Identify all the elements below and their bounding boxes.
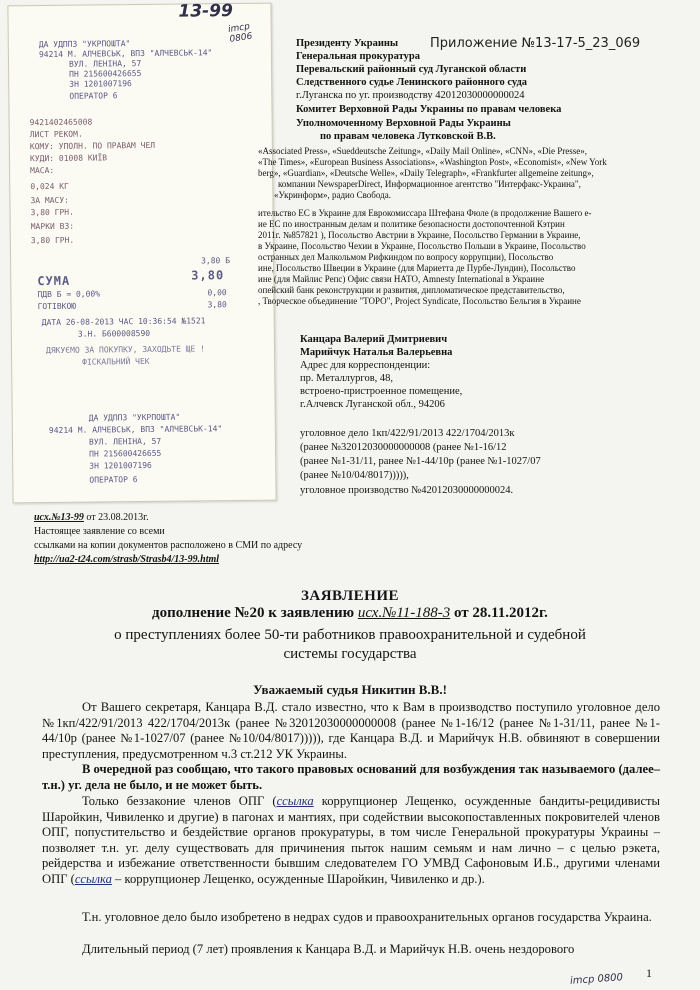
addressee-line: Генеральная прокуратура bbox=[296, 51, 420, 62]
appendix-label: Приложение №13-17-5_23_069 bbox=[430, 36, 641, 51]
receipt-footer-line: ПН 215600426655 bbox=[89, 448, 162, 459]
receipt-footer-line: ОПЕРАТОР 6 bbox=[89, 475, 138, 485]
receipt-footer-line: 94214 М. АЛЧЕВСЬК, ВПЗ "АЛЧЕВСЬК-14" bbox=[48, 424, 223, 435]
receipt-line: 9421402465008 bbox=[29, 117, 93, 128]
body-paragraph: Т.н. уголовное дело было изобретено в недрах судов и правоохранительных органов государства Украина. bbox=[82, 910, 652, 924]
media-line: опейский банк реконструкции и развития, дипломатическое представительство, bbox=[258, 285, 565, 295]
case-line: (ранее №32012030000000008 (ранее №1-16/12 bbox=[300, 442, 507, 453]
receipt-sum-label: СУМА bbox=[37, 273, 71, 289]
addressee-line: Уполномоченному Верховной Рады Украины bbox=[296, 118, 511, 129]
addressee-line: Президенту Украины bbox=[296, 38, 399, 49]
receipt-footer-line: ЗН 1201007196 bbox=[89, 460, 152, 471]
reference-link[interactable]: ссылка bbox=[74, 871, 112, 886]
subtitle-ref-link[interactable]: исх.№11-188-3 bbox=[357, 605, 451, 621]
body-paragraph: Длительный период (7 лет) проявления к Канцара В.Д. и Марийчук Н.В. очень нездорового bbox=[82, 942, 575, 956]
receipt-line: КОМУ: УПОЛН. ПО ПРАВАМ ЧЕЛ bbox=[29, 140, 156, 152]
publication-url bbox=[34, 554, 219, 566]
sender-name: Канцара Валерий Дмитриевич bbox=[300, 334, 448, 345]
receipt-line: ЗА МАСУ: bbox=[30, 195, 70, 206]
note-line: ссылками на копии документов расположено в СМИ по адресу bbox=[34, 540, 303, 551]
media-line: «Укринформ», радио Свобода. bbox=[274, 190, 391, 200]
document-subject: о преступлениях более 50-ти работников правоохранительной и судебной bbox=[114, 627, 586, 643]
receipt-thanks: ДЯКУЄМО ЗА ПОКУПКУ, ЗАХОДЬТЕ ЩЕ ! bbox=[45, 344, 206, 356]
media-line: ие ЕС по иностранным делам и политике безопасности достопочтенной Кэтрин bbox=[258, 219, 565, 229]
addressee-line: Следственного судье Ленинского районного суда bbox=[296, 77, 528, 88]
body-text: – коррупционер Лещенко, осужденные Шаройкин, Чивиленко и др.). bbox=[111, 871, 485, 886]
case-line: уголовное дело 1кп/422/91/2013 422/1704/2013к bbox=[300, 428, 515, 439]
receipt-line: МАСА: bbox=[30, 165, 55, 176]
addressee-line: по правам человека Лутковской В.В. bbox=[320, 131, 496, 142]
receipt-stamp: imcp 0806 bbox=[227, 21, 254, 45]
receipt-line: ВУЛ. ЛЕНІНА, 57 bbox=[68, 58, 142, 69]
receipt-sum-value: 3,80 bbox=[191, 268, 225, 283]
outgoing-ref-date: от 23.08.2013г. bbox=[83, 512, 149, 523]
outgoing-ref-link[interactable]: исх.№13-99 bbox=[34, 512, 84, 523]
greeting: Уважаемый судья Никитин В.В.! bbox=[253, 682, 447, 697]
receipt-line: КУДИ: 01008 КИЇВ bbox=[29, 153, 108, 164]
body-text: коррупционер Лещенко, осужденные бандиты-рецидивисты Шаройкин, Чивиленко и другие) в пагонах и мантиях, при содействии высокопоставленных покровителей членов ОПГ, попустительство и бездействие органов прокуратуры, в том числе Генеральной прокуратуры Украины –позволяет т.н. уг. делу существовать для причинения пыток нашим семьям и нам лично – с целью рэкета, рейдерства и избежание ответственности бывшим следователем ГО УМВД Сафоновым И.Б., другими членами ОПГ ( bbox=[42, 794, 660, 886]
footer-stamp: imcp 0800 bbox=[569, 972, 624, 987]
postal-receipt bbox=[7, 3, 276, 504]
receipt-line: ПН 215600426655 bbox=[69, 68, 142, 79]
media-line: «Associated Press», «Sueddeutsche Zeitung», «Daily Mail Online», «CNN», «Die Presse», bbox=[258, 146, 587, 156]
handwritten-number: 13-99 bbox=[178, 1, 233, 22]
sender-address-line: г.Алчевск Луганской обл., 94206 bbox=[300, 399, 445, 410]
receipt-amount: 3,80 Б bbox=[201, 256, 231, 266]
receipt-line: 94214 М. АЛЧЕВСЬК, ВПЗ "АЛЧЕВСЬК-14" bbox=[38, 48, 213, 60]
media-line: компании NewspaperDirect, Информационное агентство "Интерфакс-Украина", bbox=[278, 179, 581, 189]
case-line: (ранее №10/04/8017))))), bbox=[300, 470, 409, 481]
receipt-footer-line: ДА УДППЗ "УКРПОШТА" bbox=[88, 412, 181, 423]
media-line: в Украине, Посольство Чехии в Украине, Посольство Польши в Украине, Посольство bbox=[258, 241, 586, 251]
media-line: 2011г. №857821 ), Посольство Австрии в Украине, Посольство Германии в Украине, bbox=[258, 230, 581, 240]
media-line: «The Times», «European Business Associations», «Washington Post», «Economist», «New York bbox=[258, 157, 607, 167]
sender-name: Марийчук Наталья Валерьевна bbox=[300, 347, 453, 358]
receipt-date: ДАТА 26-08-2013 ЧАС 10:36:54 №1521 bbox=[41, 316, 206, 328]
case-line: (ранее №1-31/11, ранее №1-44/10р (ранее №1-1027/07 bbox=[300, 456, 541, 467]
publication-url-link[interactable]: http://ua2-t24.com/strasb/Strasb4/13-99.html bbox=[34, 554, 220, 565]
receipt-fiscal: ФІСКАЛЬНИЙ ЧЕК bbox=[82, 356, 150, 367]
sender-address-line: встроено-пристроенное помещение, bbox=[300, 386, 463, 397]
sender-address-label: Адрес для корреспонденции: bbox=[300, 360, 431, 371]
addressee-line: Перевальский районный суд Луганской области bbox=[296, 64, 527, 75]
receipt-line: ЛИСТ РЕКОМ. bbox=[29, 129, 83, 140]
outgoing-ref bbox=[34, 512, 149, 524]
receipt-line: МАРКИ ВЗ: bbox=[30, 221, 75, 232]
body-paragraph: От Вашего секретаря, Канцара В.Д. стало известно, что к Вам в производство поступило уголовное дело №1кп/422/91/2013 422/1704/2013к (ранее №32012030000000008 (ранее №1-16/12 (ранее №1-31/11, ранее №1-44/10р (ранее №1-1027/07 (ранее №10/04/8017))))), где Канцара В.Д. и Марийчук Н.В. обвиняют в совершении преступления, предусмотренном ч.3 ст.212 УК Украины. bbox=[42, 700, 660, 761]
media-line: остранных дел Малкольмом Рифкиндом по вопросу коррупции), Посольство bbox=[258, 252, 554, 262]
sender-address-line: пр. Металлургов, 48, bbox=[300, 373, 394, 384]
subtitle-text: дополнение №20 к заявлению bbox=[152, 605, 358, 621]
receipt-line: ДА УДППЗ "УКРПОШТА" bbox=[38, 39, 131, 50]
receipt-line: ОПЕРАТОР 6 bbox=[69, 91, 118, 101]
note-line: Настоящее заявление со всеми bbox=[34, 526, 165, 537]
body-paragraph bbox=[42, 794, 660, 888]
reference-link[interactable]: ссылка bbox=[276, 794, 314, 808]
receipt-line: 3,80 ГРН. bbox=[30, 207, 74, 218]
media-line: berg», «Guardian», «Deutsche Welle», «Daily Telegraph», «Frankfurter allgemeine zeitung», bbox=[258, 168, 594, 178]
subtitle-date: от 28.11.2012г. bbox=[450, 605, 548, 621]
media-line: ине, Посольство Швеции в Украине (для Мариетта де Пурбе-Лундин), Посольство bbox=[258, 263, 576, 273]
document-title: ЗАЯВЛЕНИЕ bbox=[300, 588, 400, 604]
receipt-cash-value: 3,80 bbox=[207, 300, 227, 310]
document-subject: системы государства bbox=[283, 646, 417, 662]
body-paragraph: В очередной раз сообщаю, что такого правовых оснований для возбуждения так называемого (далее– т.н.) уг. дела не было, и не может быть. bbox=[42, 762, 660, 792]
page-number: 1 bbox=[646, 966, 652, 980]
addressee-line: Комитет Верховной Рады Украины по правам человека bbox=[296, 104, 562, 115]
receipt-footer-line: ВУЛ. ЛЕНІНА, 57 bbox=[88, 436, 162, 447]
body-text: Только беззаконие членов ОПГ ( bbox=[82, 794, 277, 808]
receipt-line: 3,80 ГРН. bbox=[30, 235, 75, 246]
receipt-vat: ПДВ Б = 0,00% bbox=[37, 289, 101, 300]
receipt-line: ЗН 1201007196 bbox=[69, 79, 132, 89]
media-line: ине (для Майлис Репс) Офис связи НАТО, Amnesty International в Украине bbox=[258, 274, 545, 284]
receipt-zn: З.Н. Б600008590 bbox=[77, 328, 151, 339]
receipt-line: 0,024 КГ bbox=[30, 181, 69, 192]
media-line: , Творческое объединение "ТОРО", Project Syndicate, Посольство Бельгия в Украине bbox=[258, 296, 581, 306]
case-line: уголовное производство №42012030000000024. bbox=[300, 485, 514, 496]
document-subtitle bbox=[0, 605, 700, 622]
receipt-cash: ГОТІВКОЮ bbox=[37, 301, 77, 312]
receipt-vat-value: 0,00 bbox=[207, 288, 227, 298]
media-line: ительство ЕС в Украине для Еврокомиссара Штефана Фюле (в продолжение Вашего е- bbox=[258, 208, 592, 218]
addressee-line: г.Луганска по уг. производству 42012030000000024 bbox=[296, 90, 525, 101]
